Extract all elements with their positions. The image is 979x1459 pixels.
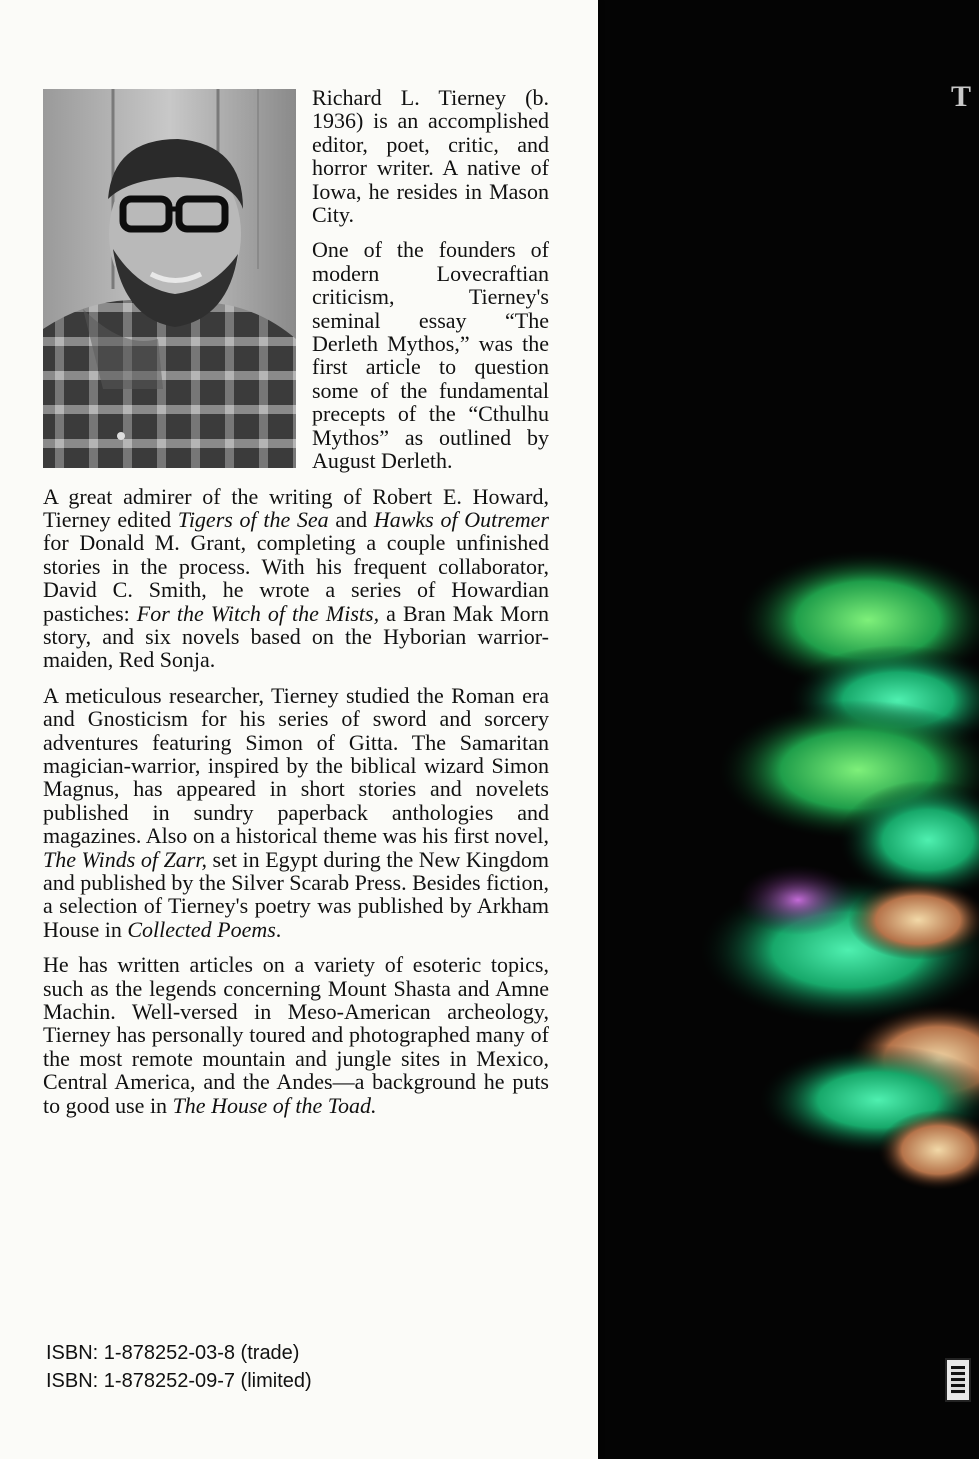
- cover-art-panel: [598, 0, 979, 1459]
- bio-paragraph-1: Richard L. Tierney (b. 1936) is an accomplished editor, poet, critic, and horror writer. A native of Iowa, he resides in Mason City.: [312, 85, 549, 228]
- bio-text: He has written articles on a variety of esoteric topics, such as the legends concerning Mount Shasta and Amne Machin. Well-versed in Meso-American archeology, Tierney has personally toured and photographed many of the most remote mountain and jungle sites in Mexico, Central America, and the Andes—a background he puts to good use in: [43, 952, 549, 1118]
- isbn-limited: ISBN: 1-878252-09-7 (limited): [46, 1370, 312, 1392]
- bio-paragraph-4: [43, 684, 549, 941]
- bio-text: .: [275, 916, 282, 942]
- photo-wrap-space: [43, 86, 296, 468]
- publisher-logo-icon: [945, 1358, 971, 1402]
- book-title-witch-of-the-mists: For the Witch of the Mists,: [136, 600, 380, 626]
- cover-art-image: [598, 0, 979, 1459]
- bio-text: A great admirer of the writing of Robert E. Howard, Tierney edited: [43, 483, 549, 532]
- bio-text: and: [328, 506, 374, 532]
- bio-paragraph-2: One of the founders of modern Lovecraftian criticism, Tierney's seminal essay “The Derleth Mythos,” was the first article to question some of the fundamental precepts of the “Cthulhu Mythos” as outlined by August Derleth.: [312, 237, 549, 474]
- bio-text: A meticulous researcher, Tierney studied the Roman era and Gnosticism for his series of sword and sorcery adventures featuring Simon of Gitta. The Samaritan magician-warrior, inspired by the biblical wizard Simon Magnus, has appeared in short stories and novelets published in sundry paperback anthologies and magazines. Also on a historical theme was his first novel,: [43, 682, 549, 849]
- book-title-winds-of-zarr: The Winds of Zarr,: [43, 846, 207, 872]
- bio-text: for Donald M. Grant, completing a couple unfinished stories in the process. With his frequent collaborator, David C. Smith, he wrote a series of Howardian pastiches:: [43, 530, 549, 626]
- bio-text: a Bran Mak Morn story, and six novels based on the Hyborian warrior-maiden, Red Sonja.: [43, 600, 549, 673]
- book-title-house-of-the-toad: The House of the Toad.: [172, 1092, 377, 1118]
- book-title-collected-poems: Collected Poems: [127, 916, 276, 942]
- bio-paragraph-3: [43, 485, 549, 672]
- bio-paragraph-5: [43, 953, 549, 1117]
- author-bio: [43, 86, 549, 1129]
- book-title-tigers-of-the-sea: Tigers of the Sea: [177, 506, 329, 532]
- isbn-trade: ISBN: 1-878252-03-8 (trade): [46, 1342, 300, 1364]
- bio-text: set in Egypt during the New Kingdom and published by the Silver Scarab Press. Besides fiction, a selection of Tierney's poetry was published by Arkham House in: [43, 846, 549, 942]
- spine-title-letter: T: [951, 80, 972, 113]
- book-title-hawks-of-outremer: Hawks of Outremer: [373, 506, 549, 532]
